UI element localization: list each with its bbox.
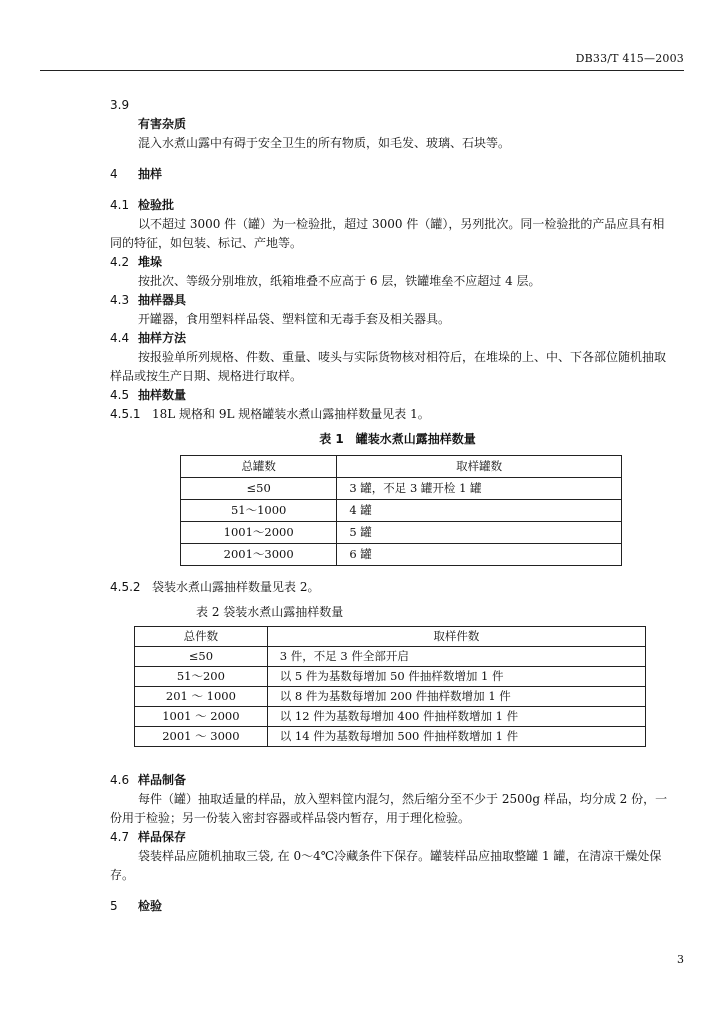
table-row — [181, 500, 622, 522]
section-4-2-heading — [110, 253, 685, 272]
table-row — [135, 647, 646, 667]
section-4-heading — [110, 165, 685, 184]
table-1-caption: 表 1 罐装水煮山露抽样数量 — [319, 432, 476, 446]
table-2-header-cell: 总件数 — [135, 627, 268, 647]
section-4-1-text-line1: 以不超过 3000 件（罐）为一检验批，超过 3000 件（罐），另列批次。同一检验批的产品应具有相 — [138, 217, 665, 231]
table-cell: 1001 ～ 2000 — [135, 707, 268, 727]
section-4-5-1-text: 18L 规格和 9L 规格罐装水煮山露抽样数量见表 1。 — [152, 407, 430, 421]
section-4-5-heading — [110, 386, 685, 405]
table-cell: ≤50 — [181, 478, 337, 500]
table-cell: 以 12 件为基数每增加 400 件抽样数增加 1 件 — [267, 707, 645, 727]
table-cell: 51～1000 — [181, 500, 337, 522]
section-4-3-number: 4.3 — [110, 293, 130, 307]
section-4-2-text: 按批次、等级分别堆放，纸箱堆叠不应高于 6 层，铁罐堆垒不应超过 4 层。 — [138, 274, 541, 288]
table-cell: 以 8 件为基数每增加 200 件抽样数增加 1 件 — [267, 687, 645, 707]
page-number: 3 — [677, 953, 684, 966]
table-row — [135, 707, 646, 727]
section-4-1-title: 检验批 — [138, 198, 175, 212]
table-row — [181, 478, 622, 500]
table-2-header-cell: 取样件数 — [267, 627, 645, 647]
table-cell: 51～200 — [135, 667, 268, 687]
table-1 — [180, 455, 622, 566]
table-cell: 201 ～ 1000 — [135, 687, 268, 707]
section-4-4-text-line1: 按报验单所列规格、件数、重量、唛头与实际货物核对相符后，在堆垛的上、中、下各部位随机抽取 — [138, 350, 667, 364]
table-cell: 2001 ～ 3000 — [135, 727, 268, 747]
section-4-6-text-line1: 每件（罐）抽取适量的样品，放入塑料筐内混匀，然后缩分至不少于 2500g 样品，均分成 2 份，一 — [138, 792, 668, 806]
section-3-9-number: 3.9 — [110, 98, 130, 112]
section-4-3-text: 开罐器，食用塑料样品袋、塑料筐和无毒手套及相关器具。 — [138, 312, 451, 326]
doc-code-header: DB33/T 415—2003 — [575, 52, 684, 65]
table-row — [135, 667, 646, 687]
section-4-4-text-line2: 样品或按生产日期、规格进行取样。 — [110, 369, 303, 383]
section-4-5-2 — [110, 578, 685, 597]
section-4-7-number: 4.7 — [110, 830, 130, 844]
section-4-5-number: 4.5 — [110, 388, 130, 402]
section-4-5-2-number: 4.5.2 — [110, 580, 141, 594]
section-4-2-title: 堆垛 — [138, 255, 163, 269]
table-cell: ≤50 — [135, 647, 268, 667]
table-2 — [134, 626, 646, 747]
section-4-5-1 — [110, 405, 685, 424]
section-5-heading — [110, 897, 685, 916]
section-4-6-title: 样品制备 — [138, 773, 187, 787]
section-4-7-text-line2: 存。 — [110, 868, 135, 882]
table-row — [135, 727, 646, 747]
section-4-2-number: 4.2 — [110, 255, 130, 269]
section-4-7-title: 样品保存 — [138, 830, 187, 844]
section-4-7-text-line1: 袋装样品应随机抽取三袋, 在 0～4℃冷藏条件下保存。罐装样品应抽取整罐 1 罐，在清凉干燥处保 — [138, 849, 662, 863]
section-4-3-heading — [110, 291, 685, 310]
section-4-6-number: 4.6 — [110, 773, 130, 787]
section-4-4-title: 抽样方法 — [138, 331, 187, 345]
section-4-4-number: 4.4 — [110, 331, 130, 345]
document-body — [110, 96, 685, 916]
section-5-title: 检验 — [138, 899, 163, 913]
table-cell: 3 罐，不足 3 罐开检 1 罐 — [337, 478, 622, 500]
table-cell: 1001～2000 — [181, 522, 337, 544]
table-1-header-cell: 取样罐数 — [337, 456, 622, 478]
section-4-number: 4 — [110, 167, 118, 181]
table-cell: 3 件，不足 3 件全部开启 — [267, 647, 645, 667]
table-2-caption: 表 2 袋装水煮山露抽样数量 — [196, 605, 344, 619]
section-4-6-heading — [110, 771, 685, 790]
table-row — [135, 687, 646, 707]
table-row — [181, 522, 622, 544]
section-4-5-2-text: 袋装水煮山露抽样数量见表 2。 — [152, 580, 320, 594]
section-4-1-heading — [110, 196, 685, 215]
table-cell: 4 罐 — [337, 500, 622, 522]
section-5-number: 5 — [110, 899, 118, 913]
table-2-header-row — [135, 627, 646, 647]
section-3-9-term: 有害杂质 — [138, 117, 187, 131]
section-4-7-heading — [110, 828, 685, 847]
section-4-3-title: 抽样器具 — [138, 293, 187, 307]
table-row — [181, 544, 622, 566]
table-1-header-row — [181, 456, 622, 478]
section-4-5-1-number: 4.5.1 — [110, 407, 141, 421]
table-cell: 以 5 件为基数每增加 50 件抽样数增加 1 件 — [267, 667, 645, 687]
section-4-6-text-line2: 份用于检验；另一份装入密封容器或样品袋内暂存，用于理化检验。 — [110, 811, 471, 825]
section-3-9-definition: 混入水煮山露中有碍于安全卫生的所有物质，如毛发、玻璃、石块等。 — [138, 136, 511, 150]
section-4-1-text-line2: 同的特征，如包装、标记、产地等。 — [110, 236, 303, 250]
section-4-5-title: 抽样数量 — [138, 388, 187, 402]
table-cell: 2001～3000 — [181, 544, 337, 566]
section-4-1-number: 4.1 — [110, 198, 130, 212]
table-cell: 6 罐 — [337, 544, 622, 566]
section-4-4-heading — [110, 329, 685, 348]
table-1-header-cell: 总罐数 — [181, 456, 337, 478]
section-4-title: 抽样 — [138, 167, 163, 181]
table-cell: 以 14 件为基数每增加 500 件抽样数增加 1 件 — [267, 727, 645, 747]
table-cell: 5 罐 — [337, 522, 622, 544]
header-rule — [40, 70, 684, 71]
